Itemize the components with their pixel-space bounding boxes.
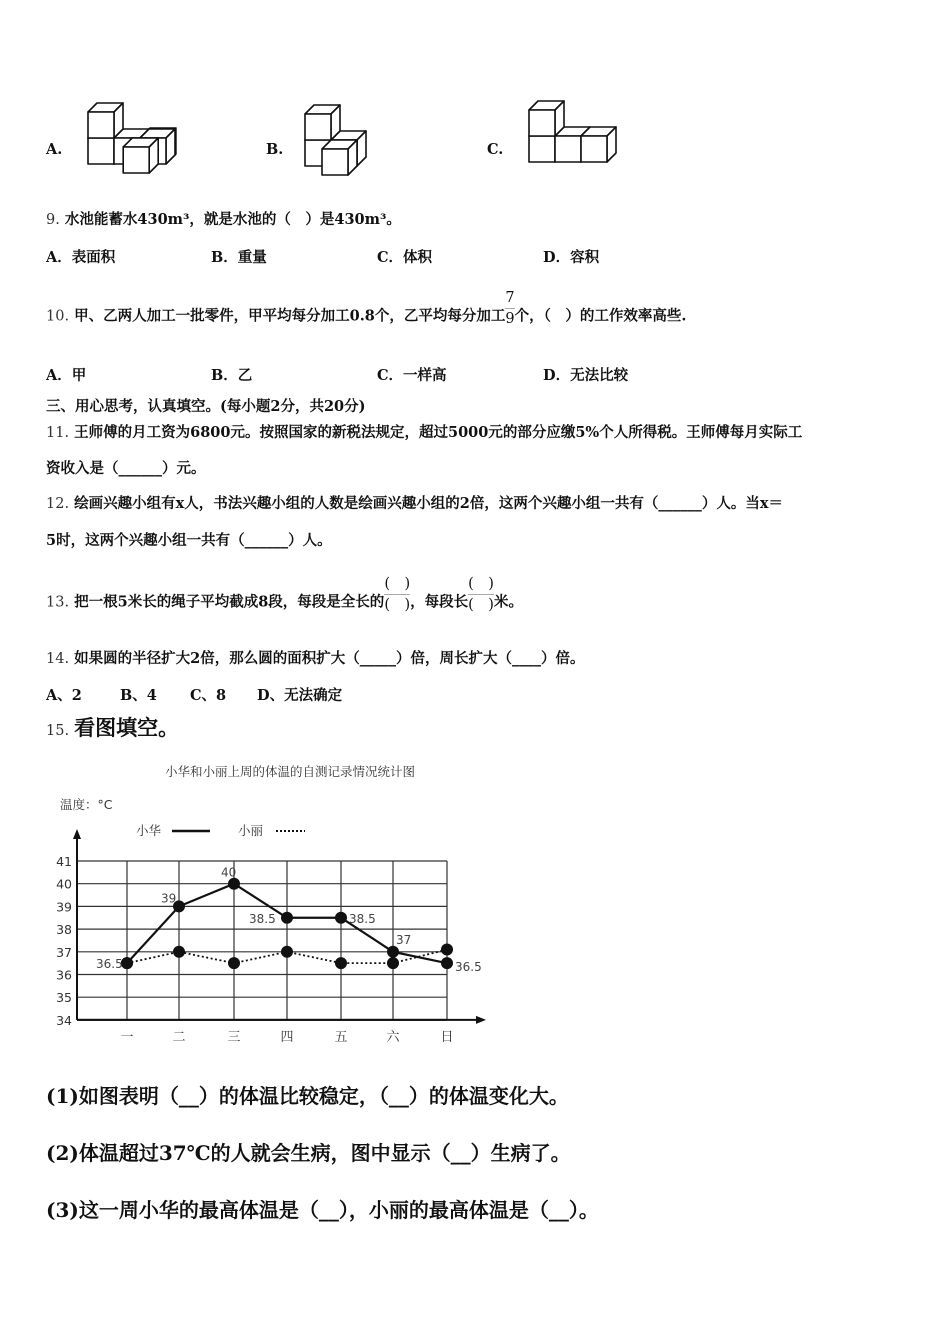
- y-axis-label: 温度：°C: [60, 797, 113, 812]
- cube-figure-c: [515, 96, 625, 178]
- x-tick-label: 日: [440, 1029, 454, 1045]
- blank-fraction-1[interactable]: $\frac{( )}{( )}$: [384, 576, 411, 613]
- cube-front: [88, 138, 114, 164]
- y-axis-arrow: [73, 829, 81, 839]
- x-tick-label: 三: [227, 1029, 241, 1045]
- data-point-xiaoli: [387, 957, 399, 969]
- data-point-xiaohua: [441, 957, 453, 969]
- data-point-xiaohua: [281, 912, 293, 924]
- data-label: 38.5: [349, 911, 376, 926]
- cube-front: [305, 114, 331, 140]
- y-tick-label: 35: [56, 990, 72, 1006]
- question-12-line2: 5时，这两个兴趣小组一共有（______）人。: [46, 532, 332, 549]
- y-tick-label: 40: [56, 876, 72, 892]
- y-tick-label: 39: [56, 899, 72, 915]
- question-9: 9. 水池能蓄水430m³，就是水池的（ ）是430m³。: [46, 211, 401, 228]
- q10-option-d: D．无法比较: [543, 367, 629, 384]
- question-11-line1: 11. 王师傅的月工资为6800元。按照国家的新税法规定，超过5000元的部分应缴5%个人所得税。王师傅每月实际工: [46, 424, 803, 441]
- y-tick-label: 37: [56, 944, 72, 960]
- sub-question-1: (1)如图表明（__）的体温比较稳定，（__）的体温变化大。: [46, 1084, 569, 1108]
- data-point-xiaoli: [281, 946, 293, 958]
- legend-label-xiaoli: 小丽: [238, 823, 264, 838]
- cube-front: [322, 149, 348, 175]
- y-tick-label: 41: [56, 854, 72, 869]
- data-point-xiaoli: [335, 957, 347, 969]
- section-3-heading: 三、用心思考，认真填空。(每小题2分，共20分): [46, 398, 366, 415]
- question-13: 13. 把一根5米长的绳子平均截成8段，每段是全长的 $\frac{( )}{( )}$ ，每段长 $\frac{( )}{( )}$ 米。: [46, 576, 523, 613]
- data-point-xiaohua: [335, 912, 347, 924]
- q9-option-d: D．容积: [543, 249, 600, 266]
- question-14: 14. 如果圆的半径扩大2倍，那么圆的面积扩大（_____）倍，周长扩大（____）倍。: [46, 650, 585, 667]
- q14-option-a: A、2: [46, 687, 82, 704]
- x-tick-label: 二: [172, 1029, 186, 1045]
- cube-front: [88, 112, 114, 138]
- q10-option-a: A．甲: [46, 367, 87, 384]
- x-tick-label: 六: [386, 1029, 400, 1045]
- x-axis-arrow: [476, 1016, 486, 1024]
- x-tick-label: 一: [120, 1029, 134, 1045]
- data-label: 36.5: [96, 957, 123, 972]
- data-point-xiaohua: [387, 946, 399, 958]
- temperature-line-chart: [40, 755, 500, 1055]
- data-point-xiaoli: [173, 946, 185, 958]
- blank-fraction-2[interactable]: $\frac{( )}{( )}$: [468, 576, 494, 613]
- sub-question-2: (2)体温超过37℃的人就会生病，图中显示（__）生病了。: [46, 1141, 571, 1165]
- question-15: 15. 看图填空。: [46, 715, 180, 740]
- question-10: 10. 甲、乙两人加工一批零件，甲平均每分加工0.8个，乙平均每分加工 $\frac{7}{9}$ 个，（ ）的工作效率高些.: [46, 290, 687, 327]
- q9-option-b: B．重量: [211, 249, 267, 266]
- cube-figure-a: [80, 98, 190, 180]
- data-label: 40: [221, 865, 237, 880]
- data-label: 37: [396, 932, 412, 947]
- cube-front: [581, 136, 607, 162]
- data-point-xiaoli: [441, 944, 453, 956]
- data-point-xiaoli: [121, 957, 133, 969]
- x-tick-label: 四: [280, 1029, 294, 1045]
- q14-option-b: B、4: [120, 687, 157, 704]
- data-point-xiaoli: [228, 957, 240, 969]
- chart-title: 小华和小丽上周的体温的自测记录情况统计图: [164, 764, 416, 779]
- q14-option-d: D、无法确定: [257, 687, 343, 704]
- cube-front: [529, 110, 555, 136]
- data-label: 38.5: [249, 911, 276, 926]
- question-12-line1: 12. 绘画兴趣小组有x人，书法兴趣小组的人数是绘画兴趣小组的2倍，这两个兴趣小组一共有（______）人。当x＝: [46, 495, 783, 512]
- y-tick-label: 34: [56, 1012, 72, 1028]
- question-11-line2: 资收入是（______）元。: [46, 460, 206, 477]
- y-tick-label: 36: [56, 967, 72, 983]
- q9-option-a: A．表面积: [46, 249, 116, 266]
- y-tick-label: 38: [56, 922, 72, 938]
- q14-option-c: C、8: [190, 687, 227, 704]
- q10-option-b: B．乙: [211, 367, 253, 384]
- sub-question-3: (3)这一周小华的最高体温是（__），小丽的最高体温是（__）。: [46, 1198, 599, 1222]
- cube-front: [555, 136, 581, 162]
- cube-front: [123, 147, 149, 173]
- cube-figure-b: [295, 100, 395, 182]
- q9-option-c: C．体积: [377, 249, 433, 266]
- x-tick-label: 五: [334, 1029, 348, 1045]
- data-label: 36.5: [455, 960, 482, 975]
- legend-label-xiaohua: 小华: [136, 823, 162, 838]
- option-c-label: C.: [487, 141, 504, 158]
- fraction-7-9: $\frac{7}{9}$: [505, 290, 515, 327]
- q10-option-c: C．一样高: [377, 367, 447, 384]
- option-b-label: B.: [266, 141, 284, 158]
- cube-front: [529, 136, 555, 162]
- data-label: 39: [161, 891, 177, 906]
- option-a-label: A.: [46, 141, 63, 158]
